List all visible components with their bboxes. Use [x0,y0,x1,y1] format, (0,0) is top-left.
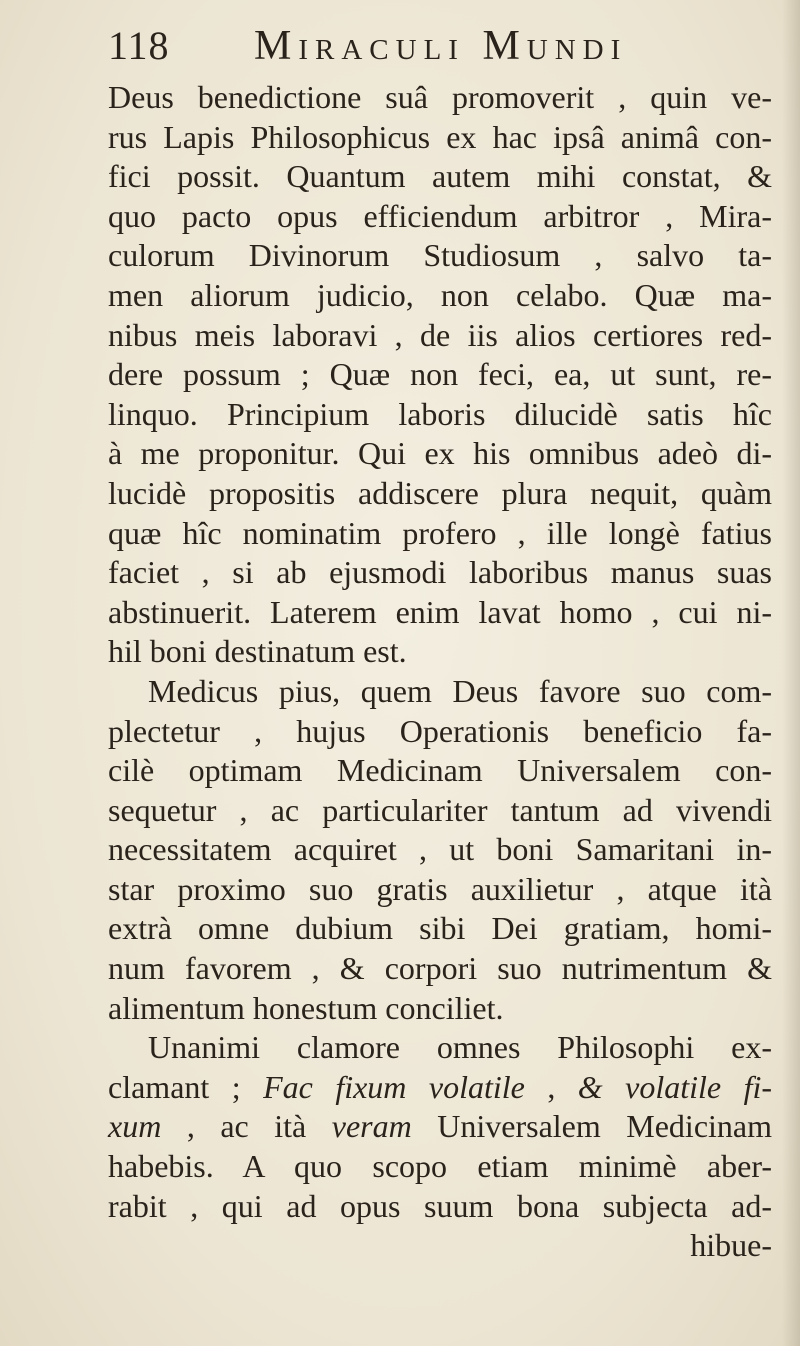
text-span: , [524,1068,578,1105]
italic-phrase: & volatile fi- [577,1068,773,1105]
italic-phrase: Fac fixum volatile [263,1068,525,1105]
text-line: men aliorum judicio, non celabo. Quæ ma- [108,276,772,313]
paragraph-end-line: hil boni destinatum est. [108,633,407,670]
text-span: Universalem Medicinam [411,1108,772,1145]
text-line: star proximo suo gratis auxilietur , atque ità [108,870,772,907]
page-number: 118 [108,23,170,68]
text-line: fici possit. Quantum autem mihi constat, & [108,158,772,195]
text-line-mixed [108,1107,772,1147]
text-line: necessitatem acquiret , ut boni Samaritani in- [108,831,772,868]
text-line: plectetur , hujus Operationis beneficio fa- [108,712,772,749]
text-line: quo pacto opus efficiendum arbitror , Mira- [108,197,772,234]
running-head: Miraculi Mundi [254,23,628,69]
text-span: , ac ità [161,1108,332,1145]
text-line: linquo. Principium laboris dilucidè satis hîc [108,395,772,432]
body-text [108,78,772,1266]
text-line: rabit , qui ad opus suum bona subjecta ad- [108,1187,772,1224]
text-line: extrà omne dubium sibi Dei gratiam, homi- [108,910,772,947]
catchword: hibue- [690,1227,772,1264]
italic-phrase: veram [331,1108,412,1145]
text-line: sequetur , ac particulariter tantum ad vivendi [108,791,772,828]
text-line: culorum Divinorum Studiosum , salvo ta- [108,237,772,274]
text-line: nibus meis laboravi , de iis alios certiores red- [108,316,772,353]
text-line: à me proponitur. Qui ex his omnibus adeò di- [108,435,772,472]
text-line: abstinuerit. Laterem enim lavat homo , cui ni- [108,593,772,630]
paragraph-end-line: alimentum honestum conciliet. [108,989,504,1026]
text-line: Deus benedictione suâ promoverit , quin ve- [108,79,772,115]
italic-phrase: xum [108,1108,162,1145]
text-line: rus Lapis Philosophicus ex hac ipsâ animâ con- [108,118,772,155]
text-line: cilè optimam Medicinam Universalem con- [108,752,772,789]
text-line: quæ hîc nominatim profero , ille longè fatius [108,514,772,551]
text-line: dere possum ; Quæ non feci, ea, ut sunt, re- [108,356,772,393]
page-edge-shadow [782,0,800,1346]
text-line: faciet , si ab ejusmodi laboribus manus suas [108,554,772,591]
page-header [108,18,688,68]
text-span: clamant ; [108,1068,264,1105]
paragraph-start-line: Medicus pius, quem Deus favore suo com- [148,672,772,709]
text-line: num favorem , & corpori suo nutrimentum & [108,950,772,987]
text-line: habebis. A quo scopo etiam minimè aber- [108,1148,772,1185]
text-line: lucidè propositis addiscere plura nequit, quàm [108,474,772,511]
text-line-mixed [108,1068,772,1108]
paragraph-start-line: Unanimi clamore omnes Philosophi ex- [148,1029,772,1066]
